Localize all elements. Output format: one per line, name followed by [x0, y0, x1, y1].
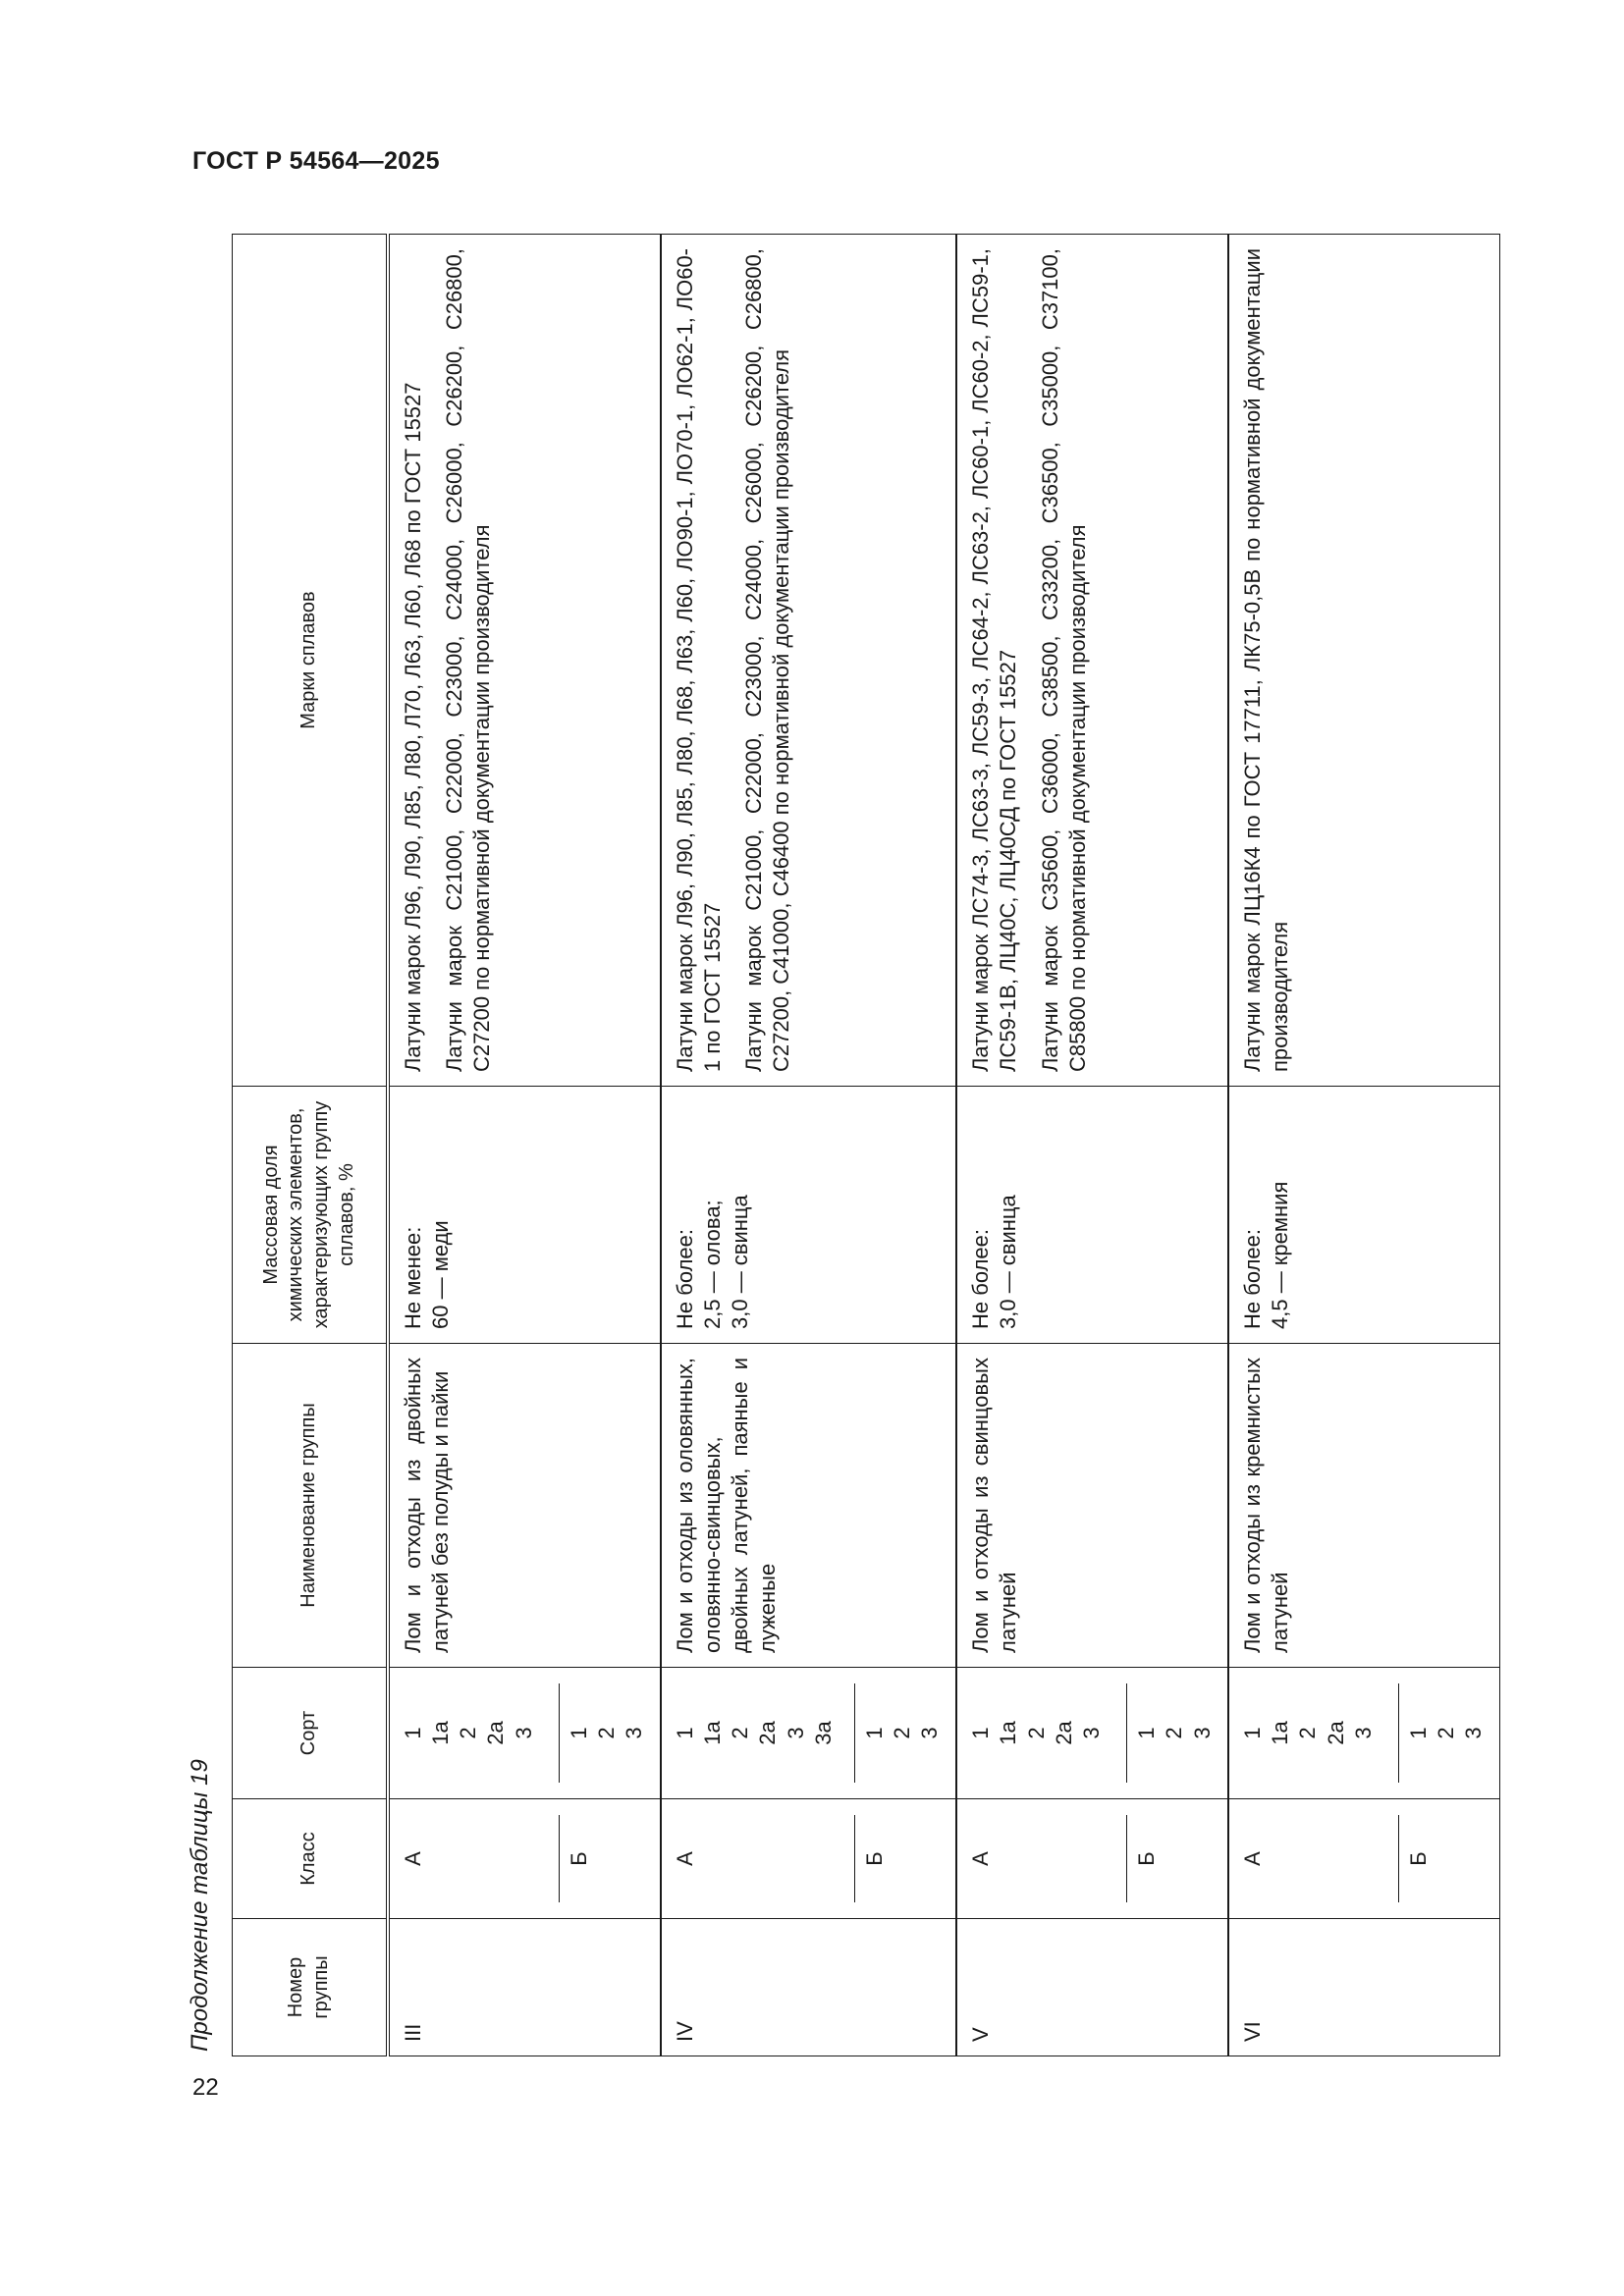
group-number: III — [388, 1919, 661, 2056]
class-a: А — [1240, 1851, 1266, 1866]
group-number: V — [956, 1919, 1228, 2056]
alloy-grades — [1228, 235, 1499, 1087]
mass-line: 60 — меди — [428, 1220, 454, 1329]
grade-item: 3 — [622, 1727, 647, 1739]
grade-item: 2а — [483, 1721, 509, 1745]
class-cell — [661, 1799, 956, 1919]
grade-item: 2 — [890, 1727, 915, 1739]
header-grade: Сорт — [233, 1668, 389, 1799]
grade-item: 3 — [917, 1727, 943, 1739]
grades-b — [854, 1683, 949, 1783]
group-name: Лом и отходы из оловянных, оловянно-свинцовых, двойных латуней, паяные и луженые — [661, 1344, 956, 1668]
grade-item: 2 — [1162, 1727, 1187, 1739]
grade-item: 2 — [1295, 1727, 1321, 1739]
grades-a — [390, 1668, 559, 1798]
class-b: Б — [854, 1815, 894, 1902]
class-a: А — [968, 1851, 994, 1866]
grade-cell — [661, 1668, 956, 1799]
table-row — [1228, 235, 1499, 2056]
group-name: Лом и отходы из кремнистых латуней — [1228, 1344, 1499, 1668]
class-a: А — [672, 1851, 697, 1866]
mass-line: Не более: — [1240, 1228, 1266, 1329]
class-cell — [388, 1799, 661, 1919]
grade-cell — [956, 1668, 1228, 1799]
header-alloy-grades: Марки сплавов — [233, 235, 389, 1087]
header-mass-fraction: Массовая доля химических элементов, характеризующих группу сплавов, % — [233, 1087, 389, 1344]
grade-item: 1а — [700, 1721, 726, 1745]
grade-item: 1а — [996, 1721, 1021, 1745]
class-cell — [956, 1799, 1228, 1919]
grade-item: 2 — [728, 1727, 753, 1739]
alloy-paragraph: Латуни марок Л96, Л90, Л85, Л80, Л70, Л63, Л60, Л68 по ГОСТ 15527 — [401, 382, 425, 1072]
table-row — [388, 235, 661, 2056]
grades-b — [559, 1683, 654, 1783]
group-number: VI — [1228, 1919, 1499, 2056]
alloy-grades — [661, 235, 956, 1087]
grade-item: 1 — [567, 1727, 591, 1739]
table-row — [956, 235, 1228, 2056]
grade-item: 3 — [511, 1727, 536, 1739]
header-class: Класс — [233, 1799, 389, 1919]
grade-item: 2 — [594, 1727, 620, 1739]
class-a: А — [401, 1851, 425, 1866]
alloy-paragraph: Латуни марок С21000, С22000, С23000, С24000, С26000, С26200, С26800, С27200 по нормативной документации производителя — [442, 248, 495, 1072]
rotated-table-container — [232, 235, 1500, 2056]
grade-item: 1 — [968, 1727, 994, 1739]
grade-item: 2 — [1023, 1727, 1049, 1739]
mass-line: Не более: — [968, 1228, 994, 1329]
alloy-paragraph: Латуни марок ЛС74-3, ЛС63-3, ЛС59-3, ЛС64-2, ЛС63-2, ЛС60-1, ЛС60-2, ЛС59-1, ЛС59-1В, ЛЦ40С, ЛЦ40СД по ГОСТ 15527 — [968, 248, 1021, 1072]
grade-item: 1 — [401, 1727, 425, 1739]
mass-line: 3,0 — свинца — [728, 1195, 753, 1329]
group-name: Лом и отходы из двойных латуней без полуды и пайки — [388, 1344, 661, 1668]
class-b: Б — [559, 1815, 599, 1902]
grade-cell — [1228, 1668, 1499, 1799]
alloy-grades — [388, 235, 661, 1087]
mass-line: 3,0 — свинца — [996, 1195, 1021, 1329]
grades-b — [1126, 1683, 1221, 1783]
class-b: Б — [1126, 1815, 1166, 1902]
grade-item: 1 — [672, 1727, 697, 1739]
alloy-paragraph: Латуни марок С35600, С36000, С38500, С33200, С36500, С35000, С37100, С85800 по нормативной документации производителя — [1037, 248, 1090, 1072]
table-row — [661, 235, 956, 2056]
alloy-paragraph: Латуни марок Л96, Л90, Л85, Л80, Л68, Л63, Л60, ЛО90-1, ЛО70-1, ЛО62-1, ЛО60-1 по ГОСТ 15527 — [672, 248, 726, 1072]
mass-line: 4,5 — кремния — [1268, 1181, 1293, 1329]
mass-fraction — [661, 1087, 956, 1344]
table-header-row — [233, 235, 389, 2056]
grade-item: 1 — [1406, 1727, 1432, 1739]
header-group-name: Наименование группы — [233, 1344, 389, 1668]
grade-item: 2а — [1051, 1721, 1076, 1745]
grades-a — [957, 1668, 1126, 1798]
grade-item: 2 — [456, 1727, 481, 1739]
mass-fraction — [1228, 1087, 1499, 1344]
grade-item: 1 — [1134, 1727, 1160, 1739]
alloy-groups-table — [232, 234, 1500, 2056]
grades-a — [662, 1668, 854, 1798]
alloy-paragraph: Латуни марок С21000, С22000, С23000, С24000, С26000, С26200, С26800, С27200, С41000, С46400 по нормативной документации производителя — [741, 248, 794, 1072]
grade-item: 3 — [1350, 1727, 1376, 1739]
header-group-number: Номер группы — [233, 1919, 389, 2056]
mass-line: Не менее: — [401, 1226, 425, 1329]
grades-a — [1229, 1668, 1398, 1798]
grade-item: 1 — [1240, 1727, 1266, 1739]
mass-line: 2,5 — олова; — [700, 1200, 726, 1329]
grade-item: 2а — [755, 1721, 781, 1745]
table-caption: Продолжение таблицы 19 — [187, 1759, 213, 2052]
grades-b — [1398, 1683, 1493, 1783]
grade-item: 2а — [1323, 1721, 1348, 1745]
grade-item: 3 — [1461, 1727, 1487, 1739]
grade-item: 3а — [810, 1721, 836, 1745]
class-cell — [1228, 1799, 1499, 1919]
group-number: IV — [661, 1919, 956, 2056]
grade-item: 1а — [428, 1721, 454, 1745]
grade-item: 1 — [861, 1727, 887, 1739]
grade-item: 3 — [1189, 1727, 1215, 1739]
mass-fraction — [388, 1087, 661, 1344]
grade-item: 1а — [1268, 1721, 1293, 1745]
grade-item: 2 — [1434, 1727, 1459, 1739]
group-name: Лом и отходы из свинцовых латуней — [956, 1344, 1228, 1668]
class-b: Б — [1398, 1815, 1438, 1902]
grade-item: 3 — [783, 1727, 808, 1739]
alloy-paragraph: Латуни марок ЛЦ16К4 по ГОСТ 17711, ЛК75-0,5В по нормативной документации производителя — [1240, 248, 1293, 1072]
mass-line: Не более: — [672, 1228, 697, 1329]
document-header: ГОСТ Р 54564—2025 — [192, 147, 440, 175]
alloy-grades — [956, 235, 1228, 1087]
mass-fraction — [956, 1087, 1228, 1344]
page-number: 22 — [192, 2074, 219, 2101]
grade-cell — [388, 1668, 661, 1799]
grade-item: 3 — [1078, 1727, 1104, 1739]
